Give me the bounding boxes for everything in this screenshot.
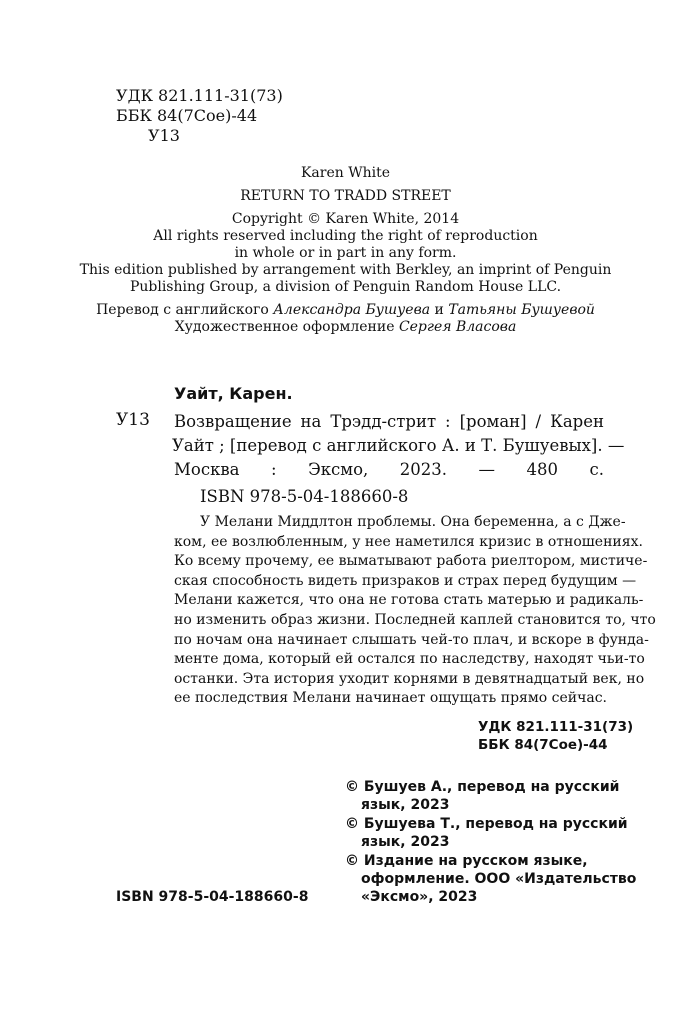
bib-isbn: ISBN 978-5-04-188660-8: [200, 487, 409, 506]
annotation-line-5: Мелани кажется, что она не готова стать матерью и радикаль-: [174, 592, 644, 609]
annotation-line-10: ее последствия Мелани начинает ощущать прямо сейчас.: [174, 690, 608, 707]
annotation: [174, 513, 656, 709]
copyright-entry-2-line-2: язык, 2023: [361, 834, 450, 850]
original-author: Karen White: [300, 165, 391, 181]
copyright-entry-3-line-2: оформление. ООО «Издательство: [361, 871, 637, 887]
bib-description-line-2: Уайт ; [перевод с английского А. и Т. Бушуевых]. —: [172, 436, 625, 455]
annotation-line-3: Ко всему прочему, ее выматывают работа риелтором, мистиче-: [174, 553, 648, 570]
annotation-line-7: по ночам она начинает слышать чей-то плач, и вскоре в фунда-: [174, 631, 649, 648]
copyright-entry-1-line-2: язык, 2023: [361, 797, 450, 813]
design-credit: [0, 318, 691, 336]
annotation-line-9: останки. Эта история уходит корнями в девятнадцатый век, но: [174, 670, 645, 687]
bib-description-line-1: Возвращение на Трэдд-стрит : [роман] / Карен: [174, 412, 604, 431]
bib-author-mark: У13: [116, 410, 150, 430]
annotation-line-2: ком, ее возлюбленным, у нее наметился кризис в отношениях.: [174, 533, 643, 550]
isbn-bottom: ISBN 978-5-04-188660-8: [116, 889, 309, 905]
translator-1: Александра Бушуева: [273, 302, 431, 318]
bib-heading: Уайт, Карен.: [174, 384, 293, 403]
translation-credit: [0, 301, 691, 319]
design-prefix: Художественное оформление: [174, 319, 399, 335]
bib-description-line-3: Москва : Эксмо, 2023. — 480 с.: [174, 460, 604, 479]
copyright-entry-2-line-1: © Бушуева Т., перевод на русский: [345, 816, 628, 832]
annotation-line-1: У Мелани Миддлтон проблемы. Она беременна, а с Дже-: [200, 514, 626, 530]
original-title: RETURN TO TRADD STREET: [240, 188, 451, 204]
udk-code-bottom: УДК 821.111-31(73): [478, 719, 634, 735]
translation-prefix: Перевод с английского: [96, 302, 274, 318]
copyright-entry-1-line-1: © Бушуев А., перевод на русский: [345, 779, 620, 795]
copyright-line-4: This edition published by arrangement with Berkley, an imprint of Penguin: [79, 262, 612, 278]
author-mark-top: У13: [148, 126, 180, 145]
copyright-line-1: Copyright © Karen White, 2014: [231, 211, 460, 227]
annotation-line-4: ская способность видеть призраков и страх перед будущим —: [174, 572, 637, 589]
bbk-code-top: ББК 84(7Сое)-44: [116, 106, 258, 125]
translator-2: Татьяны Бушуевой: [448, 302, 595, 318]
copyright-entry-3-line-3: «Эксмо», 2023: [361, 889, 478, 905]
copyright-line-2: All rights reserved including the right of reproduction: [153, 228, 538, 244]
bib-description: [172, 410, 625, 482]
udk-code-top: УДК 821.111-31(73): [116, 86, 283, 105]
copyright-line-5: Publishing Group, a division of Penguin Random House LLC.: [129, 279, 562, 295]
translation-and: и: [430, 302, 449, 318]
annotation-line-8: менте дома, который ей остался по наследству, находят чьи-то: [174, 651, 645, 668]
copyright-line-3: in whole or in part in any form.: [234, 245, 457, 261]
copyright-entry-3-line-1: © Издание на русском языке,: [345, 853, 588, 869]
annotation-line-6: но изменить образ жизни. Последней каплей становится то, что: [174, 611, 656, 628]
bbk-code-bottom: ББК 84(7Сое)-44: [478, 737, 608, 753]
designer: Сергея Власова: [398, 319, 517, 335]
